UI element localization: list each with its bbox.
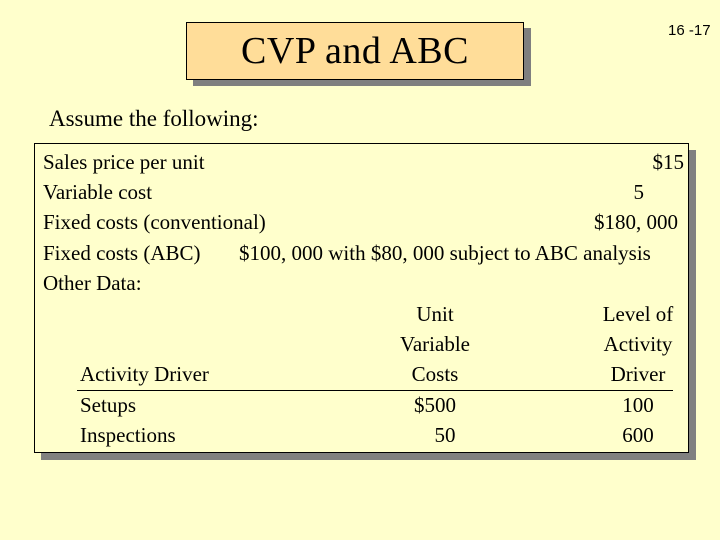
slide-number: 16 -17 xyxy=(668,22,711,39)
fixed-conventional-label: Fixed costs (conventional) xyxy=(43,210,266,234)
level-setups: 100 xyxy=(622,393,654,417)
fixed-conventional-value: $180, 000 xyxy=(594,210,678,234)
variable-cost-value: 5 xyxy=(633,180,644,204)
other-data-label: Other Data: xyxy=(43,271,142,295)
header-unit-line1: Unit xyxy=(416,302,454,326)
sales-price-label: Sales price per unit xyxy=(43,150,205,174)
subtitle: Assume the following: xyxy=(49,106,259,131)
slide-title: CVP and ABC xyxy=(186,22,524,80)
header-level-line2: Activity xyxy=(603,332,673,356)
sales-price-value: $15 xyxy=(652,150,684,174)
header-unit-line3: Costs xyxy=(411,362,459,386)
cost-inspections: 50 xyxy=(434,423,456,447)
fixed-abc-label: Fixed costs (ABC) xyxy=(43,241,201,265)
level-inspections: 600 xyxy=(622,423,654,447)
data-panel xyxy=(34,143,689,453)
driver-inspections: Inspections xyxy=(80,423,176,447)
driver-setups: Setups xyxy=(80,393,137,417)
header-activity-driver: Activity Driver xyxy=(80,362,209,386)
header-rule xyxy=(77,390,673,391)
cost-setups: $500 xyxy=(414,393,456,417)
header-unit-line2: Variable xyxy=(400,332,470,356)
fixed-abc-value: $100, 000 with $80, 000 subject to ABC analysis xyxy=(239,241,651,265)
header-level-line1: Level of xyxy=(602,302,674,326)
header-level-line3: Driver xyxy=(610,362,666,386)
variable-cost-label: Variable cost xyxy=(43,180,153,204)
